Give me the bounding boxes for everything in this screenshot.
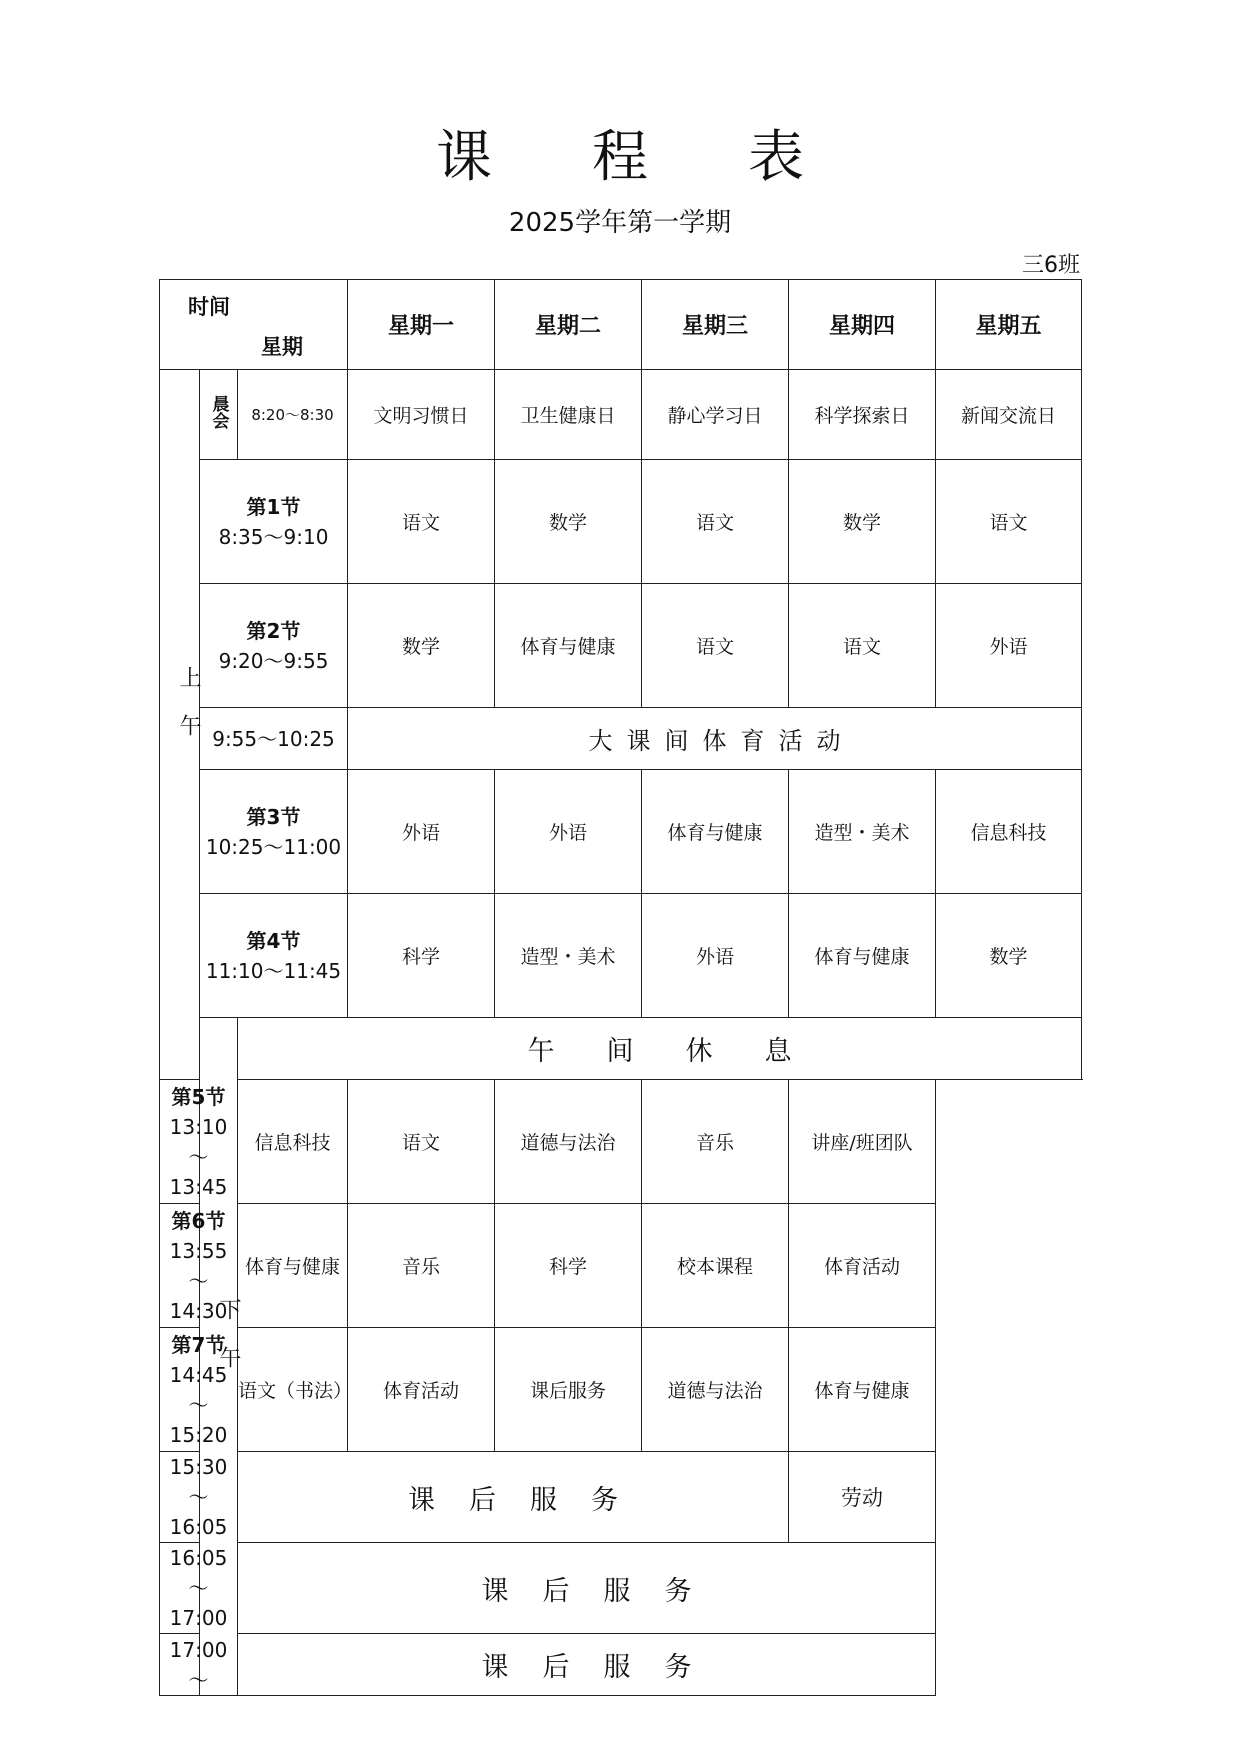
diagonal-header-cell xyxy=(160,280,348,370)
timetable-cell: 语文 xyxy=(348,460,495,584)
period-row xyxy=(160,1080,1082,1204)
period-time: 9:20～9:55 xyxy=(218,648,329,673)
period-time: 14:45～15:20 xyxy=(169,1362,228,1447)
period-row xyxy=(160,770,1082,894)
labor-cell: 劳动 xyxy=(789,1452,936,1543)
day-header-fri: 星期五 xyxy=(936,280,1082,370)
after-school-text: 课后服务 xyxy=(238,1634,936,1696)
period-row xyxy=(160,894,1082,1018)
period-name: 第7节 xyxy=(171,1332,226,1357)
period-name: 第4节 xyxy=(246,928,301,953)
morning-meeting-time: 8:20～8:30 xyxy=(238,370,348,460)
after-school-time: 15:30～16:05 xyxy=(160,1452,238,1543)
timetable-cell: 信息科技 xyxy=(238,1080,348,1204)
after-school-row xyxy=(160,1543,1082,1634)
timetable-cell: 数学 xyxy=(348,584,495,708)
period-time: 13:55～14:30 xyxy=(169,1238,228,1323)
period-row xyxy=(160,1328,1082,1452)
timetable-cell: 数学 xyxy=(495,460,642,584)
timetable-cell: 静心学习日 xyxy=(642,370,789,460)
timetable-cell: 外语 xyxy=(348,770,495,894)
pm-label-text: 下午 xyxy=(216,1297,241,1394)
day-header-mon: 星期一 xyxy=(348,280,495,370)
period-name: 第6节 xyxy=(171,1208,226,1233)
class-name: 三6班 xyxy=(1022,253,1080,278)
timetable-cell: 造型・美术 xyxy=(495,894,642,1018)
timetable-cell: 造型・美术 xyxy=(789,770,936,894)
period-time: 11:10～11:45 xyxy=(205,958,342,983)
timetable-cell: 体育与健康 xyxy=(789,894,936,1018)
timetable-cell: 体育活动 xyxy=(348,1328,495,1452)
timetable-cell: 外语 xyxy=(495,770,642,894)
period-time: 8:35～9:10 xyxy=(218,524,329,549)
noon-break-row xyxy=(160,1018,1082,1080)
timetable-cell: 科学探索日 xyxy=(789,370,936,460)
period-name: 第5节 xyxy=(171,1084,226,1109)
timetable-cell: 科学 xyxy=(348,894,495,1018)
day-header-thu: 星期四 xyxy=(789,280,936,370)
period-label-cell xyxy=(160,1080,238,1204)
big-break-text: 大课间体育活动 xyxy=(348,708,1082,770)
timetable-cell: 语文 xyxy=(642,584,789,708)
period-name: 第2节 xyxy=(246,618,301,643)
timetable-cell: 道德与法治 xyxy=(642,1328,789,1452)
timetable-cell: 科学 xyxy=(495,1204,642,1328)
period-label-cell xyxy=(200,584,348,708)
period-name: 第1节 xyxy=(246,494,301,519)
after-school-row xyxy=(160,1634,1082,1696)
day-header-wed: 星期三 xyxy=(642,280,789,370)
term-subtitle: 2025学年第一学期 xyxy=(508,208,732,238)
am-label xyxy=(160,370,200,1080)
period-label-cell xyxy=(200,770,348,894)
after-school-time: 17:00～ xyxy=(160,1634,238,1696)
after-school-text: 课后服务 xyxy=(238,1543,936,1634)
timetable-cell: 语文 xyxy=(348,1080,495,1204)
timetable-cell: 语文 xyxy=(789,584,936,708)
day-header-tue: 星期二 xyxy=(495,280,642,370)
morning-meeting-label: 晨会 xyxy=(200,370,238,460)
am-label-text: 上午 xyxy=(176,665,201,762)
period-time: 13:10～13:45 xyxy=(169,1114,228,1199)
diag-day-label: 星期 xyxy=(261,334,304,359)
timetable-cell: 校本课程 xyxy=(642,1204,789,1328)
timetable-cell: 音乐 xyxy=(348,1204,495,1328)
timetable-cell: 语文（书法） xyxy=(238,1328,348,1452)
big-break-row xyxy=(160,708,1082,770)
timetable-cell: 道德与法治 xyxy=(495,1080,642,1204)
timetable-cell: 数学 xyxy=(789,460,936,584)
timetable-cell: 外语 xyxy=(642,894,789,1018)
after-school-time: 16:05～17:00 xyxy=(160,1543,238,1634)
period-label-cell xyxy=(200,894,348,1018)
timetable-cell: 体育与健康 xyxy=(789,1328,936,1452)
timetable-cell: 数学 xyxy=(936,894,1082,1018)
timetable xyxy=(159,279,1082,1696)
period-row xyxy=(160,460,1082,584)
timetable-cell: 体育与健康 xyxy=(238,1204,348,1328)
after-school-row xyxy=(160,1452,1082,1543)
timetable-cell: 语文 xyxy=(642,460,789,584)
period-label-cell xyxy=(160,1204,238,1328)
period-row xyxy=(160,584,1082,708)
period-name: 第3节 xyxy=(246,804,301,829)
timetable-cell: 体育与健康 xyxy=(495,584,642,708)
period-time: 10:25～11:00 xyxy=(205,834,342,859)
big-break-time: 9:55～10:25 xyxy=(200,708,348,770)
timetable-cell: 讲座/班团队 xyxy=(789,1080,936,1204)
header-row xyxy=(160,280,1082,370)
timetable-cell: 外语 xyxy=(936,584,1082,708)
morning-meeting-row xyxy=(160,370,1082,460)
timetable-cell: 文明习惯日 xyxy=(348,370,495,460)
timetable-cell: 音乐 xyxy=(642,1080,789,1204)
period-row xyxy=(160,1204,1082,1328)
diag-time-label: 时间 xyxy=(188,294,230,319)
timetable-cell: 课后服务 xyxy=(495,1328,642,1452)
timetable-cell: 语文 xyxy=(936,460,1082,584)
after-school-text: 课后服务 xyxy=(238,1452,789,1543)
timetable-cell: 体育活动 xyxy=(789,1204,936,1328)
timetable-cell: 信息科技 xyxy=(936,770,1082,894)
noon-break-text: 午间休息 xyxy=(238,1018,1082,1080)
period-label-cell xyxy=(200,460,348,584)
timetable-cell: 卫生健康日 xyxy=(495,370,642,460)
page-title: 课程表 xyxy=(436,125,904,190)
timetable-cell: 新闻交流日 xyxy=(936,370,1082,460)
timetable-cell: 体育与健康 xyxy=(642,770,789,894)
